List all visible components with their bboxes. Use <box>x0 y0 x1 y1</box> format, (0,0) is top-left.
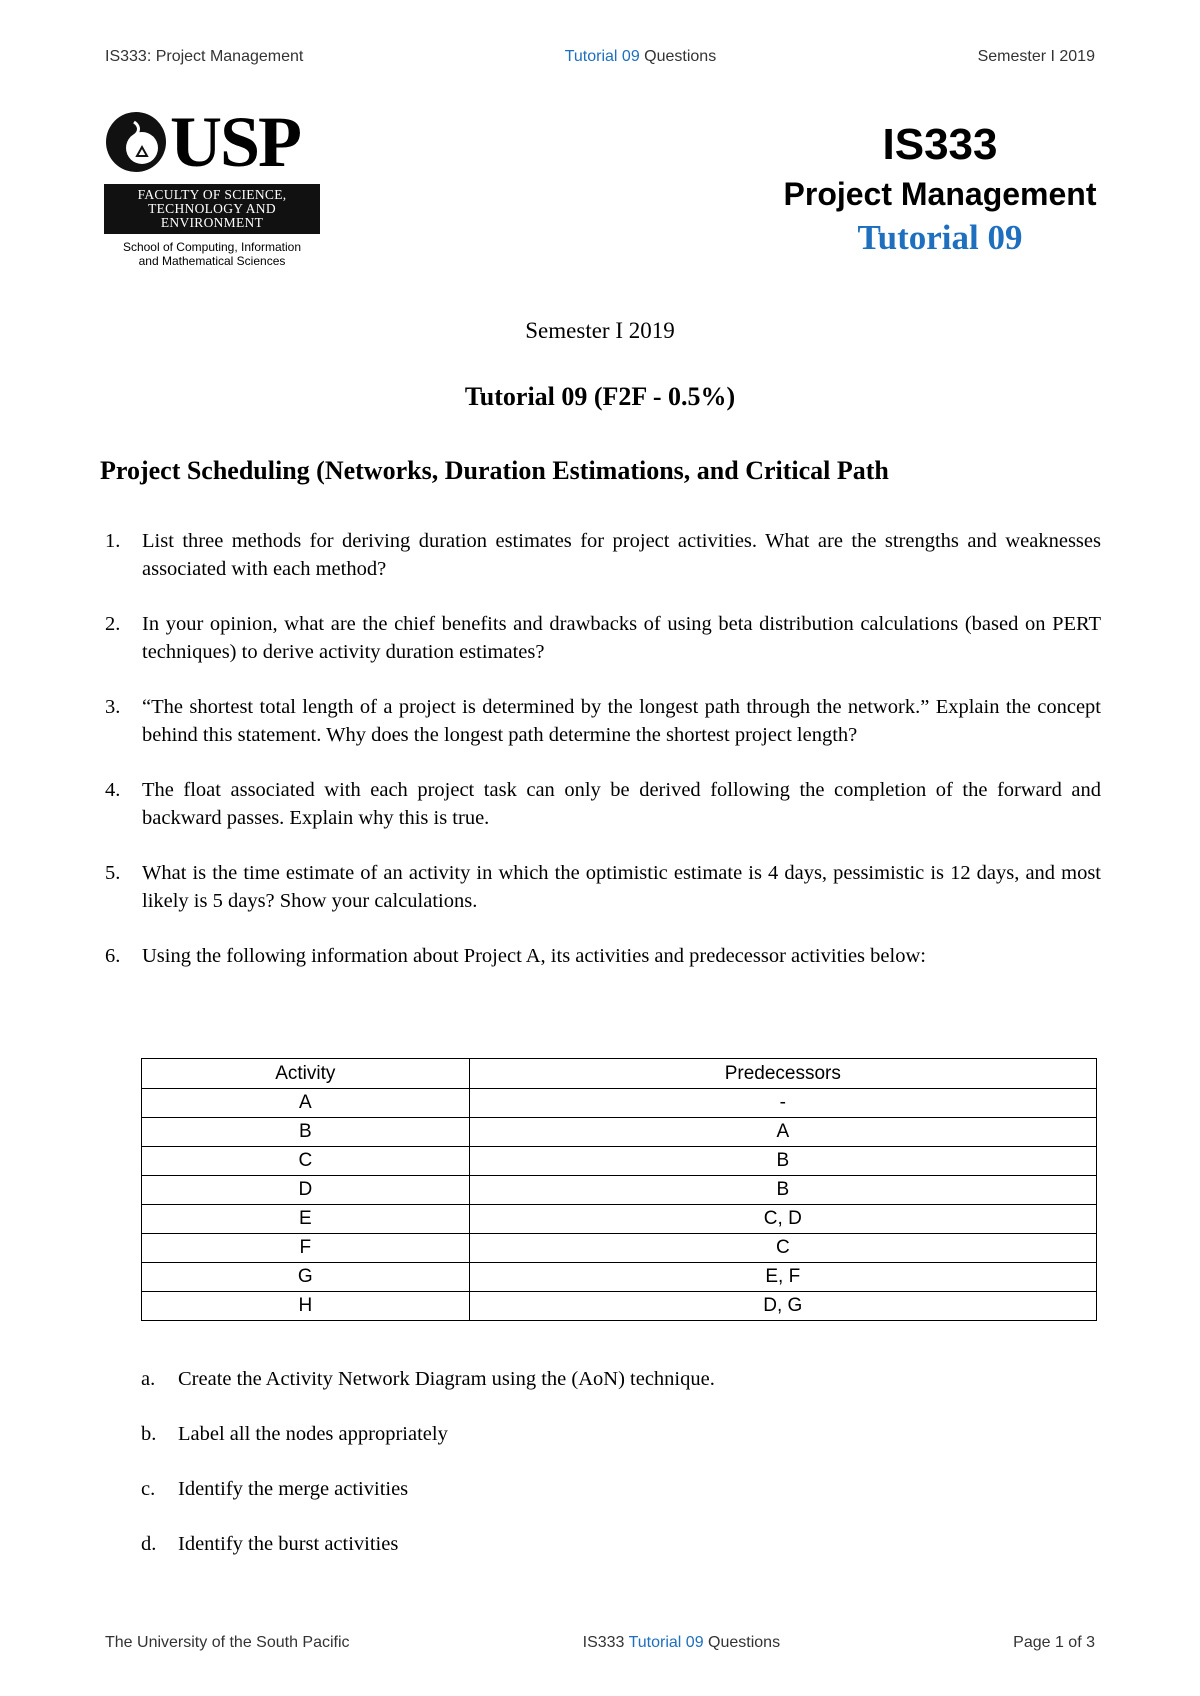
table-row <box>142 1176 1097 1205</box>
header-course: IS333: Project Management <box>105 48 304 65</box>
topic-heading: Project Scheduling (Networks, Duration Estimations, and Critical Path <box>100 456 889 485</box>
question-item <box>105 528 1101 583</box>
question-item <box>105 611 1101 666</box>
subquestion-letter: a. <box>141 1368 156 1390</box>
faculty-line: FACULTY OF SCIENCE, <box>137 187 287 202</box>
question-number: 5. <box>105 862 121 884</box>
question-item <box>105 860 1101 915</box>
table-row <box>142 1234 1097 1263</box>
subquestion-letter: c. <box>141 1478 156 1500</box>
subquestion-item <box>141 1368 715 1423</box>
subquestion-text: Label all the nodes appropriately <box>178 1423 448 1445</box>
activity-cell: D <box>142 1176 470 1205</box>
faculty-line: TECHNOLOGY AND <box>148 201 276 216</box>
column-header-activity: Activity <box>142 1059 470 1089</box>
question-number: 3. <box>105 696 121 718</box>
activity-cell: F <box>142 1234 470 1263</box>
table-row <box>142 1292 1097 1321</box>
course-name: Project Management <box>783 176 1097 212</box>
footer-title-tutorial: Tutorial 09 <box>628 1634 704 1651</box>
column-header-predecessors: Predecessors <box>469 1059 1096 1089</box>
predecessor-cell: D, G <box>469 1292 1096 1321</box>
question-number: 2. <box>105 613 121 635</box>
subquestion-text: Create the Activity Network Diagram using the (AoN) technique. <box>178 1368 715 1390</box>
question-text: Using the following information about Project A, its activities and predecessor activities below: <box>142 945 926 967</box>
header-title <box>565 48 716 66</box>
question-number: 6. <box>105 945 121 967</box>
usp-wordmark: USP <box>170 102 301 182</box>
subquestion-text: Identify the merge activities <box>178 1478 409 1500</box>
activity-cell: G <box>142 1263 470 1292</box>
subquestion-item <box>141 1423 715 1478</box>
table-row <box>142 1089 1097 1118</box>
subquestion-letter: d. <box>141 1533 157 1555</box>
question-text: The float associated with each project task can only be derived following the completion of the forward and backward passes. Explain why this is true. <box>142 779 1101 829</box>
subquestion-text: Identify the burst activities <box>178 1533 399 1555</box>
question-number: 1. <box>105 530 121 552</box>
predecessor-cell: - <box>469 1089 1096 1118</box>
table-row <box>142 1263 1097 1292</box>
activity-cell: E <box>142 1205 470 1234</box>
course-block <box>700 118 1180 260</box>
subquestion-item <box>141 1533 715 1588</box>
subquestion-item <box>141 1478 715 1533</box>
predecessor-table <box>141 1058 1097 1321</box>
question-text: What is the time estimate of an activity in which the optimistic estimate is 4 days, pessimistic is 12 days, and most likely is 5 days? Show your calculations. <box>142 862 1101 912</box>
table-row <box>142 1205 1097 1234</box>
footer-university: The University of the South Pacific <box>105 1634 350 1651</box>
faculty-banner <box>104 184 320 234</box>
school-name <box>104 240 320 268</box>
question-item <box>105 943 1101 971</box>
tutorial-heading: Tutorial 09 (F2F - 0.5%) <box>464 382 736 411</box>
table-header-row <box>142 1059 1097 1089</box>
subquestion-list <box>141 1368 715 1588</box>
activity-cell: A <box>142 1089 470 1118</box>
predecessor-cell: C, D <box>469 1205 1096 1234</box>
question-text: List three methods for deriving duration estimates for project activities. What are the strengths and weaknesses associated with each method? <box>142 530 1101 580</box>
activity-cell: H <box>142 1292 470 1321</box>
footer-page-number: Page 1 of 3 <box>1013 1634 1095 1651</box>
header-semester: Semester I 2019 <box>977 48 1095 65</box>
school-line: and Mathematical Sciences <box>138 254 286 268</box>
semester-line: Semester I 2019 <box>525 318 675 343</box>
table-row <box>142 1147 1097 1176</box>
faculty-line: ENVIRONMENT <box>160 215 264 230</box>
question-number: 4. <box>105 779 121 801</box>
table-row <box>142 1118 1097 1147</box>
predecessor-cell: C <box>469 1234 1096 1263</box>
question-item <box>105 777 1101 832</box>
predecessor-cell: A <box>469 1118 1096 1147</box>
running-footer <box>105 1634 1095 1652</box>
course-code: IS333 <box>882 120 998 169</box>
running-header <box>105 48 1095 66</box>
usp-emblem-icon <box>104 110 168 174</box>
footer-title <box>583 1634 780 1652</box>
footer-title-course: IS333 <box>582 1634 629 1651</box>
predecessor-cell: B <box>469 1147 1096 1176</box>
subquestion-letter: b. <box>141 1423 157 1445</box>
activity-cell: C <box>142 1147 470 1176</box>
predecessor-cell: E, F <box>469 1263 1096 1292</box>
question-text: In your opinion, what are the chief benefits and drawbacks of using beta distribution calculations (based on PERT techniques) to derive activity duration estimates? <box>142 613 1101 663</box>
question-text: “The shortest total length of a project is determined by the longest path through the network.” Explain the concept behind this statement. Why does the longest path determine the shortest project length? <box>142 696 1101 746</box>
question-item <box>105 694 1101 749</box>
activity-cell: B <box>142 1118 470 1147</box>
header-title-questions: Questions <box>639 48 717 65</box>
usp-logo <box>104 102 324 268</box>
question-list <box>105 528 1101 971</box>
school-line: School of Computing, Information <box>122 240 302 254</box>
course-tutorial: Tutorial 09 <box>857 218 1023 257</box>
header-title-tutorial: Tutorial 09 <box>564 48 640 65</box>
predecessor-cell: B <box>469 1176 1096 1205</box>
footer-title-questions: Questions <box>703 1634 781 1651</box>
